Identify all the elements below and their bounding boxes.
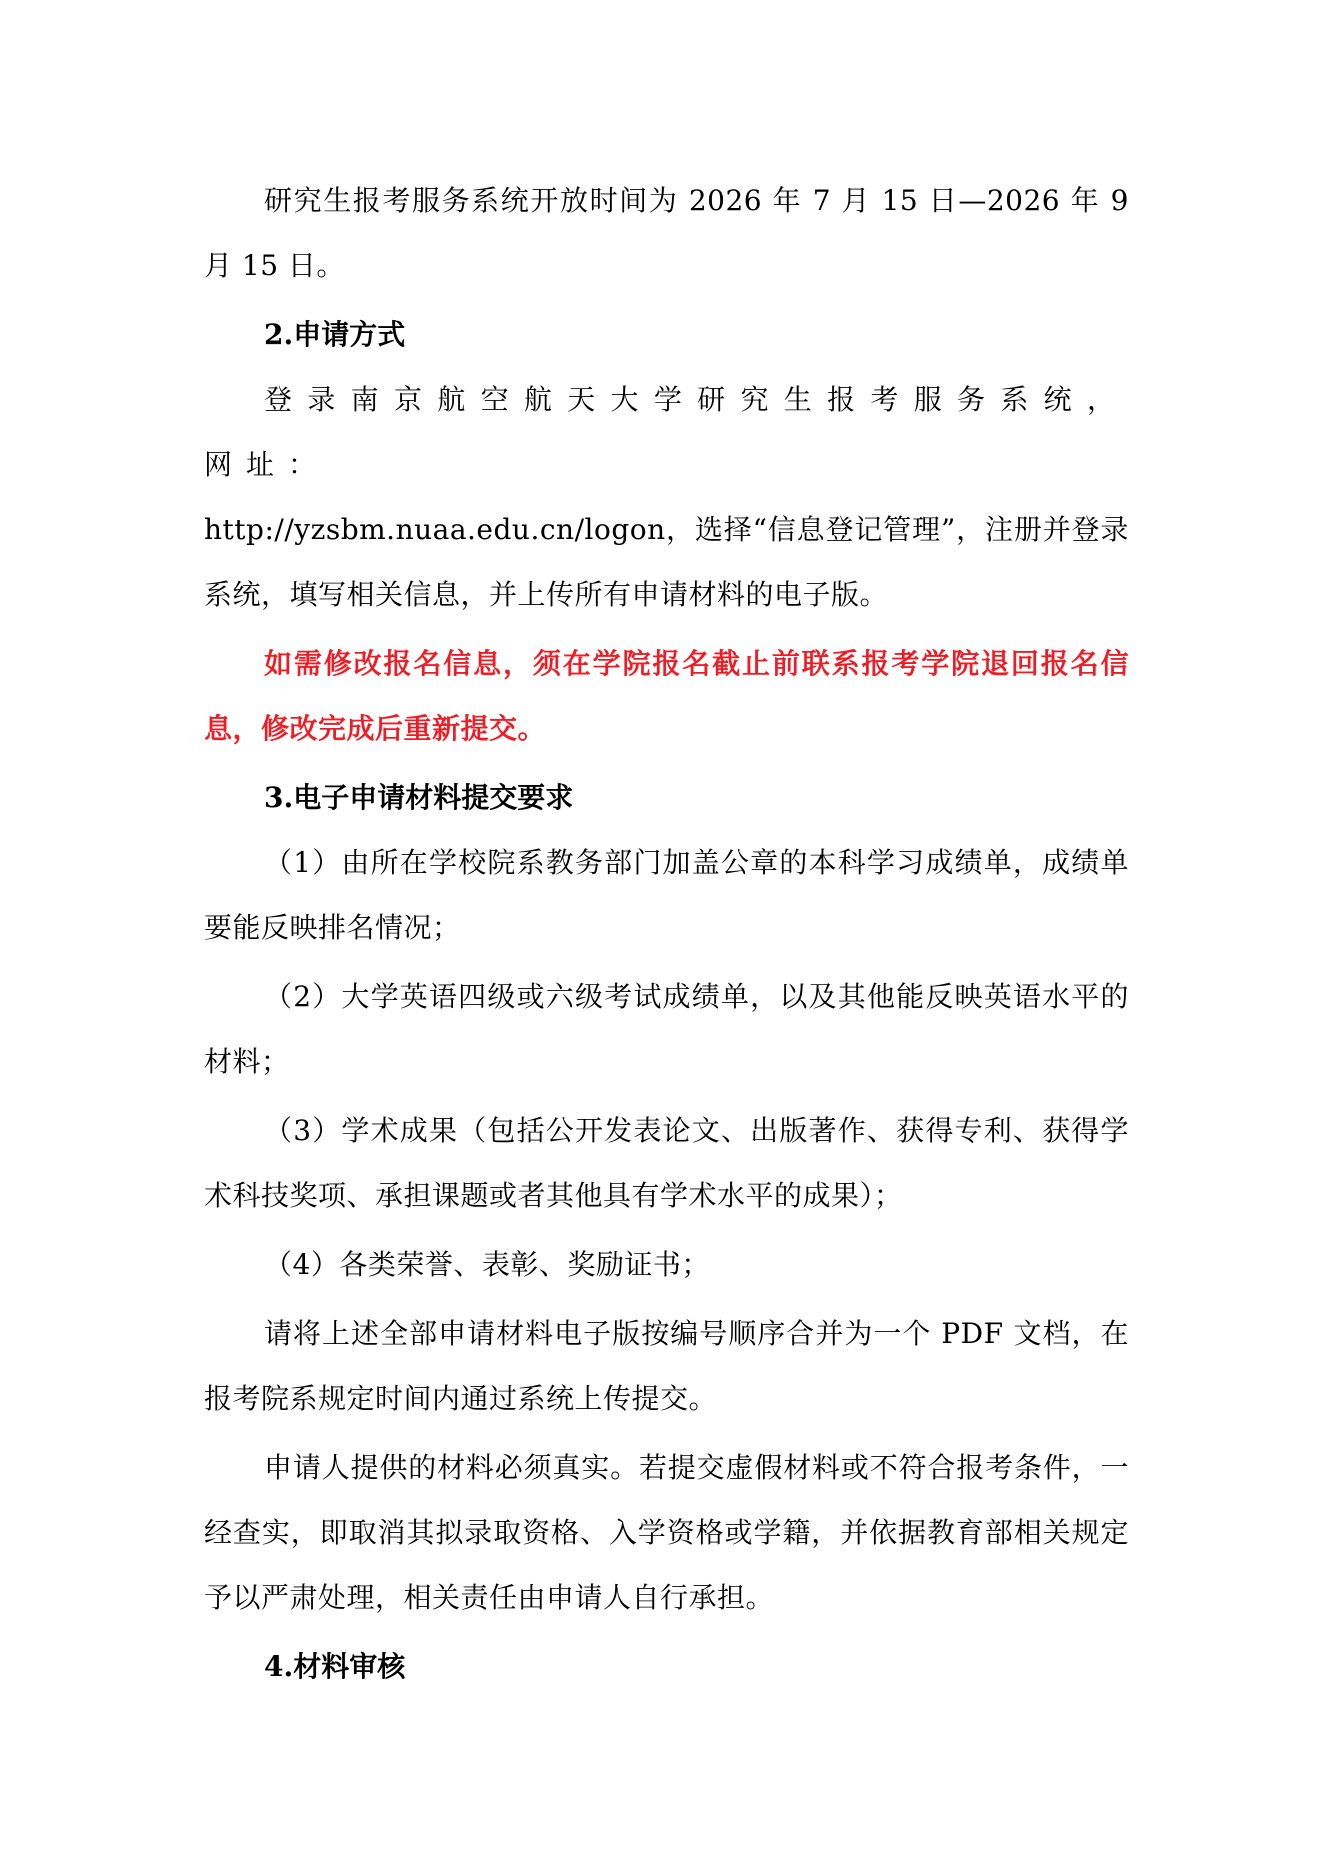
requirement-item-4: （4）各类荣誉、表彰、奖励证书；: [264, 1248, 710, 1281]
section-heading-application-method: 2.申请方式: [264, 318, 406, 351]
url-instruction-paragraph: http://yzsbm.nuaa.edu.cn/logon，选择“信息登记管理”，注册并登录系统，填写相关信息，并上传所有申请材料的电子版。: [204, 513, 1129, 611]
merge-pdf-instruction-paragraph: 请将上述全部申请材料电子版按编号顺序合并为一个 PDF 文档，在报考院系规定时间内通过系统上传提交。: [204, 1317, 1129, 1415]
requirement-item-1: （1）由所在学校院系教务部门加盖公章的本科学习成绩单，成绩单要能反映排名情况；: [204, 846, 1129, 944]
authenticity-statement-paragraph: 申请人提供的材料必须真实。若提交虚假材料或不符合报考条件，一经查实，即取消其拟录取资格、入学资格或学籍，并依据教育部相关规定予以严肃处理，相关责任由申请人自行承担。: [204, 1451, 1129, 1614]
document-page: [204, 168, 1129, 1699]
requirement-item-2: （2）大学英语四级或六级考试成绩单，以及其他能反映英语水平的材料；: [204, 980, 1129, 1078]
section-heading-material-review: 4.材料审核: [264, 1650, 406, 1683]
requirement-item-3: （3）学术成果（包括公开发表论文、出版著作、获得专利、获得学术科技奖项、承担课题或者其他具有学术水平的成果）；: [204, 1114, 1129, 1212]
modification-notice-paragraph: 如需修改报名信息，须在学院报名截止前联系报考学院退回报名信息，修改完成后重新提交。: [204, 647, 1129, 745]
section-heading-submission-requirements: 3.电子申请材料提交要求: [264, 781, 574, 814]
system-open-time-paragraph: 研究生报考服务系统开放时间为 2026 年 7 月 15 日—2026 年 9 月 15 日。: [204, 184, 1129, 282]
login-instruction-paragraph: 登录南京航空航天大学研究生报考服务系统，网址：: [204, 383, 1129, 481]
